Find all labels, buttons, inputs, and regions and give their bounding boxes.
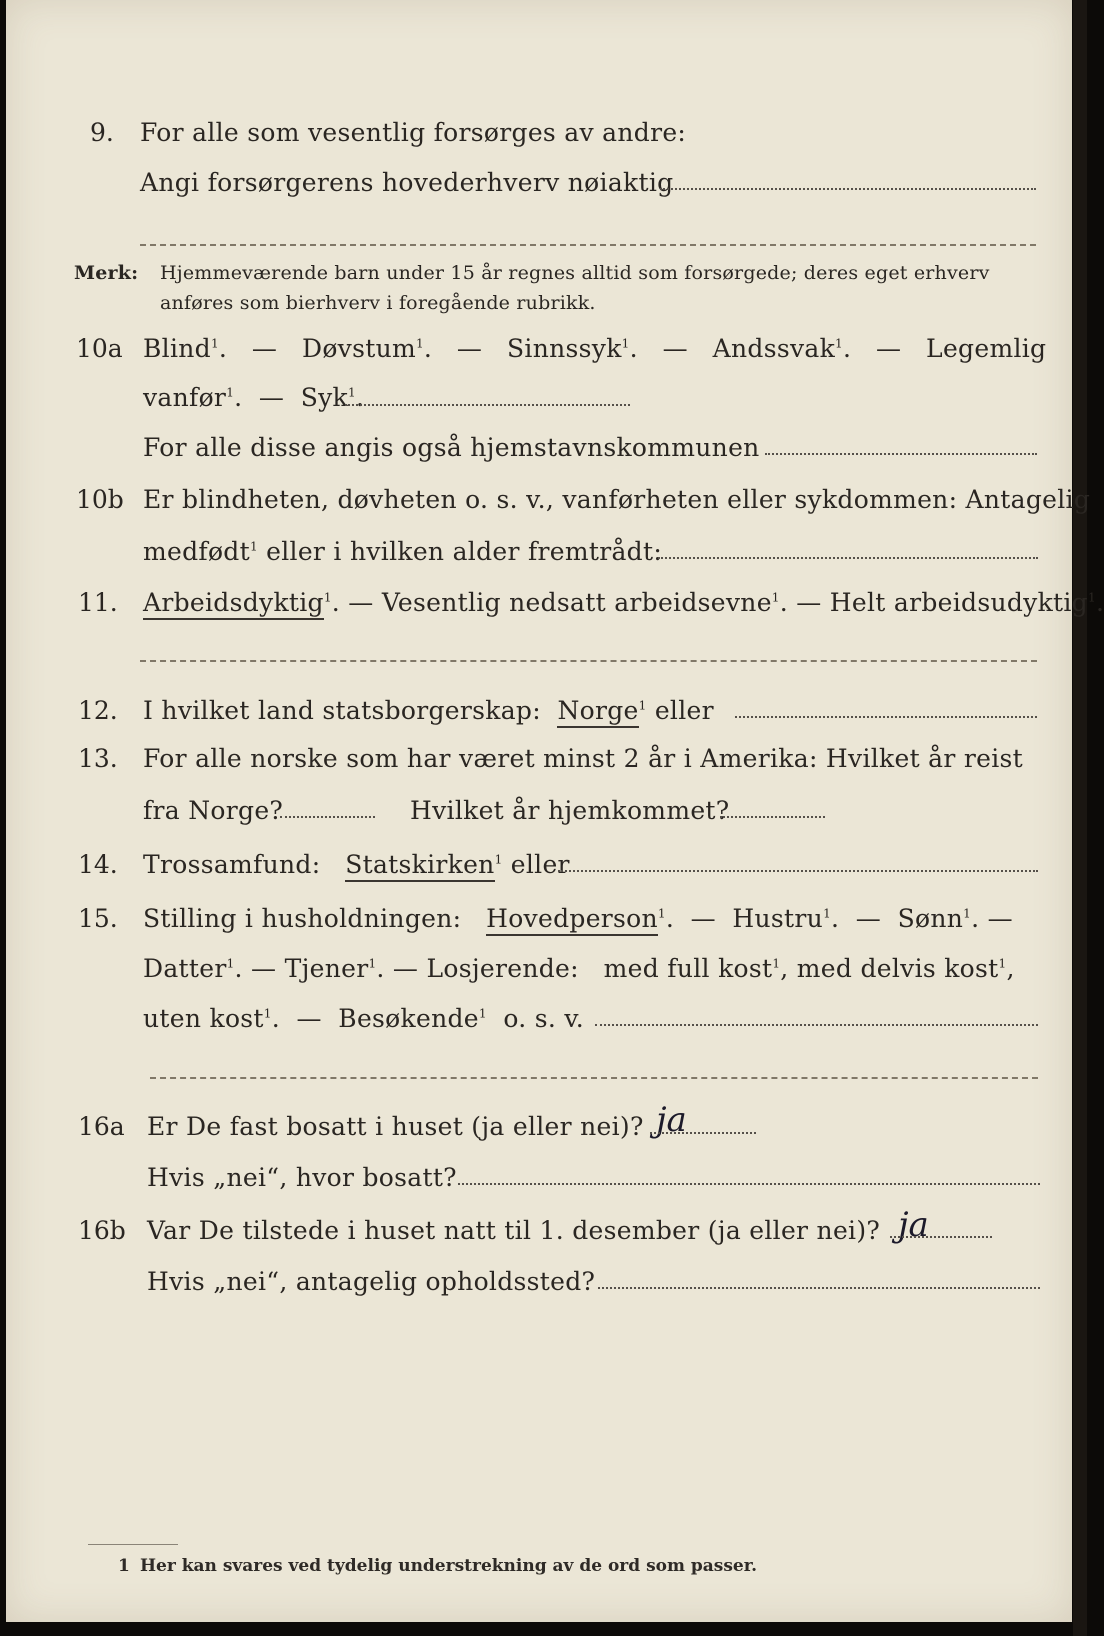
- option-legemlig[interactable]: Legemlig: [926, 334, 1047, 363]
- option-vanfor[interactable]: vanfør: [143, 383, 227, 412]
- q10b-line1: Er blindheten, døvheten o. s. v., vanførheten eller sykdommen: Antagelig: [143, 485, 1091, 514]
- merk-line1: Hjemmeværende barn under 15 år regnes alltid som forsørgede; deres eget erhverv: [160, 262, 990, 284]
- q12-answer-field[interactable]: [735, 716, 1037, 718]
- q13-line2a: fra Norge?: [143, 796, 284, 825]
- q10b-number: 10b: [76, 485, 124, 514]
- option-sinnssyk[interactable]: Sinnssyk: [506, 334, 622, 363]
- option-andssvak[interactable]: Andssvak: [712, 334, 836, 363]
- q10a-number: 10a: [76, 334, 123, 363]
- option-syk[interactable]: Syk: [300, 383, 348, 412]
- merk-label: Merk:: [74, 262, 139, 284]
- q13-number: 13.: [78, 744, 118, 773]
- q10a-answer-field[interactable]: [345, 404, 630, 406]
- option-medfodt[interactable]: medfødt: [143, 537, 250, 566]
- option-hovedperson[interactable]: Hovedperson: [486, 904, 658, 936]
- q16a-line2: Hvis „nei“, hvor bosatt?: [147, 1163, 457, 1192]
- q9-line1: For alle som vesentlig forsørges av andre:: [140, 118, 687, 147]
- q16b-line1: Var De tilstede i huset natt til 1. desember (ja eller nei)?: [147, 1216, 881, 1245]
- q16b-number: 16b: [78, 1216, 126, 1245]
- q13-hjemkommet-field[interactable]: [720, 816, 825, 818]
- q13-line1: For alle norske som har været minst 2 år i Amerika: Hvilket år reist: [143, 744, 1024, 773]
- q10b-line2: medfødt$^1$ eller i hvilken alder fremtrådt:: [143, 537, 663, 566]
- q11-answer-field[interactable]: [140, 660, 1037, 662]
- option-arbeidsudyktig[interactable]: Helt arbeidsudyktig: [829, 588, 1088, 617]
- option-full-kost[interactable]: med full kost: [603, 954, 773, 983]
- q16b-answer-field[interactable]: [890, 1236, 992, 1238]
- q15-answer-field-2[interactable]: [150, 1077, 1038, 1079]
- option-nedsatt[interactable]: Vesentlig nedsatt arbeidsevne: [381, 588, 772, 617]
- q9-answer-field-2[interactable]: [140, 244, 1036, 246]
- q10a-hjemstavn-field[interactable]: [765, 453, 1037, 455]
- option-besokende[interactable]: Besøkende: [338, 1004, 479, 1033]
- q16b-line2: Hvis „nei“, antagelig opholdssted?: [147, 1267, 596, 1296]
- q16b-answer[interactable]: ja: [898, 1205, 929, 1245]
- q14-line: Trossamfund: Statskirken$^1$ eller: [143, 850, 570, 879]
- footnote-text: Her kan svares ved tydelig understrekning av de ord som passer.: [140, 1556, 758, 1576]
- q11-line: Arbeidsdyktig$^1$. — Vesentlig nedsatt arbeidsevne$^1$. — Helt arbeidsudyktig$^1$.: [143, 588, 1104, 617]
- option-uten-kost[interactable]: uten kost: [143, 1004, 264, 1033]
- page-edge: [1073, 0, 1087, 1636]
- q16a-line1: Er De fast bosatt i huset (ja eller nei)?: [147, 1112, 644, 1141]
- option-arbeidsdyktig[interactable]: Arbeidsdyktig: [143, 588, 324, 620]
- q15-line3: uten kost$^1$. — Besøkende$^1$ o. s. v.: [143, 1004, 585, 1033]
- q16a-number: 16a: [78, 1112, 125, 1141]
- q11-number: 11.: [78, 588, 118, 617]
- q15-answer-field[interactable]: [595, 1024, 1038, 1026]
- q10a-line3: For alle disse angis også hjemstavnskommunen: [143, 433, 760, 462]
- q15-line1: Stilling i husholdningen: Hovedperson$^1$. — Hustru$^1$. — Sønn$^1$. —: [143, 904, 1013, 933]
- option-hustru[interactable]: Hustru: [732, 904, 824, 933]
- q14-number: 14.: [78, 850, 118, 879]
- q16a-answer-field[interactable]: [650, 1132, 756, 1134]
- footnote-mark: 1: [118, 1556, 130, 1576]
- q10b-answer-field[interactable]: [658, 557, 1038, 559]
- q12-number: 12.: [78, 696, 118, 725]
- q16b-opholdssted-field[interactable]: [598, 1287, 1040, 1289]
- option-dovstum[interactable]: Døvstum: [301, 334, 416, 363]
- option-norge[interactable]: Norge: [557, 696, 638, 728]
- option-blind[interactable]: Blind: [143, 334, 211, 363]
- option-datter[interactable]: Datter: [143, 954, 227, 983]
- q14-answer-field[interactable]: [558, 870, 1038, 872]
- q9-line2: Angi forsørgerens hovederhverv nøiaktig: [140, 168, 674, 197]
- option-delvis-kost[interactable]: med delvis kost: [796, 954, 999, 983]
- q16a-answer[interactable]: ja: [656, 1100, 687, 1140]
- option-statskirken[interactable]: Statskirken: [345, 850, 494, 882]
- q12-line: I hvilket land statsborgerskap: Norge$^1$ eller: [143, 696, 714, 725]
- q16a-bosatt-field[interactable]: [458, 1183, 1040, 1185]
- q15-number: 15.: [78, 904, 118, 933]
- q10a-line2: vanfør$^1$. — Syk$^1$.: [143, 383, 365, 412]
- q15-line2: Datter$^1$. — Tjener$^1$. — Losjerende: med full kost$^1$, med delvis kost$^1$,: [143, 954, 1015, 983]
- merk-line2: anføres som bierhverv i foregående rubrikk.: [160, 292, 596, 314]
- q13-line2b: Hvilket år hjemkommet?: [410, 796, 730, 825]
- q9-answer-field[interactable]: [660, 188, 1036, 190]
- option-losjerende[interactable]: Losjerende:: [426, 954, 579, 983]
- q9-number: 9.: [90, 118, 114, 147]
- option-tjener[interactable]: Tjener: [284, 954, 369, 983]
- q13-reist-field[interactable]: [280, 816, 375, 818]
- footnote-rule: [88, 1544, 178, 1545]
- q10a-line1: Blind$^1$. — Døvstum$^1$. — Sinnssyk$^1$. — Andssvak$^1$. — Legemlig: [143, 334, 1047, 363]
- option-sonn[interactable]: Sønn: [897, 904, 964, 933]
